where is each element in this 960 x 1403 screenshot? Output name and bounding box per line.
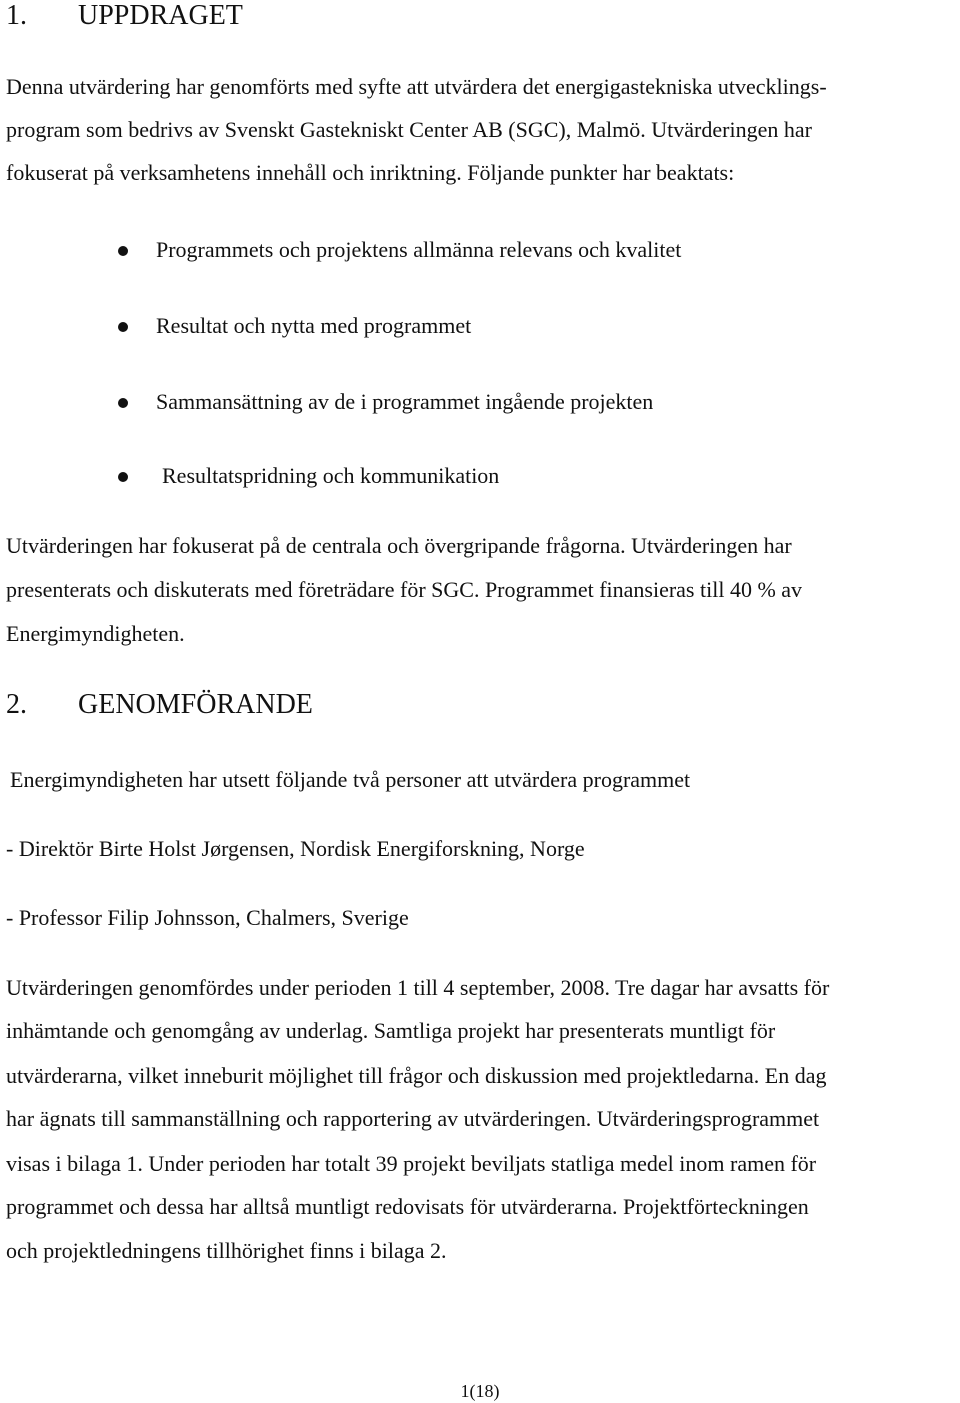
body-line-7: och projektledningens tillhörighet finns i bilaga 2. <box>6 1238 447 1263</box>
section-2-heading <box>6 689 313 721</box>
body-line-4: har ägnats till sammanställning och rapportering av utvärderingen. Utvärderingsprogrammet <box>6 1106 820 1131</box>
bullet-icon <box>118 398 128 408</box>
bullet-text: Resultat och nytta med programmet <box>156 313 472 338</box>
section-1-title: UPPDRAGET <box>78 0 243 31</box>
body-line-5: visas i bilaga 1. Under perioden har totalt 39 projekt beviljats statliga medel inom ramen för <box>6 1151 817 1176</box>
body-line-3: utvärderarna, vilket inneburit möjlighet till frågor och diskussion med projektledarna. En dag <box>6 1063 827 1088</box>
page-number: 1(18) <box>460 1381 500 1401</box>
intro-line-1: Denna utvärdering har genomförts med syfte att utvärdera det energigastekniska utvecklings- <box>6 74 827 99</box>
appointment-line: Energimyndigheten har utsett följande två personer att utvärdera programmet <box>10 767 691 792</box>
bullet-icon <box>118 322 128 332</box>
bullet-icon <box>118 472 128 482</box>
section-2-number: 2. <box>6 689 27 720</box>
body-line-6: programmet och dessa har alltså muntligt redovisats för utvärderarna. Projektförteckningen <box>6 1194 809 1219</box>
evaluator-2: - Professor Filip Johnsson, Chalmers, Sverige <box>6 905 409 930</box>
section-1-number: 1. <box>6 0 27 31</box>
bullet-icon <box>118 246 128 256</box>
bullet-text: Sammansättning av de i programmet ingående projekten <box>156 389 654 414</box>
evaluator-1: - Direktör Birte Holst Jørgensen, Nordisk Energiforskning, Norge <box>6 836 585 861</box>
bullet-text: Programmets och projektens allmänna relevans och kvalitet <box>156 237 682 262</box>
closing-line-3: Energimyndigheten. <box>6 621 185 646</box>
closing-line-1: Utvärderingen har fokuserat på de centrala och övergripande frågorna. Utvärderingen har <box>6 533 792 558</box>
body-line-2: inhämtande och genomgång av underlag. Samtliga projekt har presenterats muntligt för <box>6 1018 776 1043</box>
intro-line-3: fokuserat på verksamhetens innehåll och inriktning. Följande punkter har beaktats: <box>6 160 735 185</box>
section-1-heading <box>6 0 243 32</box>
section-2-title: GENOMFÖRANDE <box>78 689 313 720</box>
intro-line-2: program som bedrivs av Svenskt Gastekniskt Center AB (SGC), Malmö. Utvärderingen har <box>6 117 812 142</box>
bullet-text: Resultatspridning och kommunikation <box>162 463 500 488</box>
body-line-1: Utvärderingen genomfördes under perioden 1 till 4 september, 2008. Tre dagar har avsatts för <box>6 975 830 1000</box>
closing-line-2: presenterats och diskuterats med företrädare för SGC. Programmet finansieras till 40 % av <box>6 577 803 602</box>
